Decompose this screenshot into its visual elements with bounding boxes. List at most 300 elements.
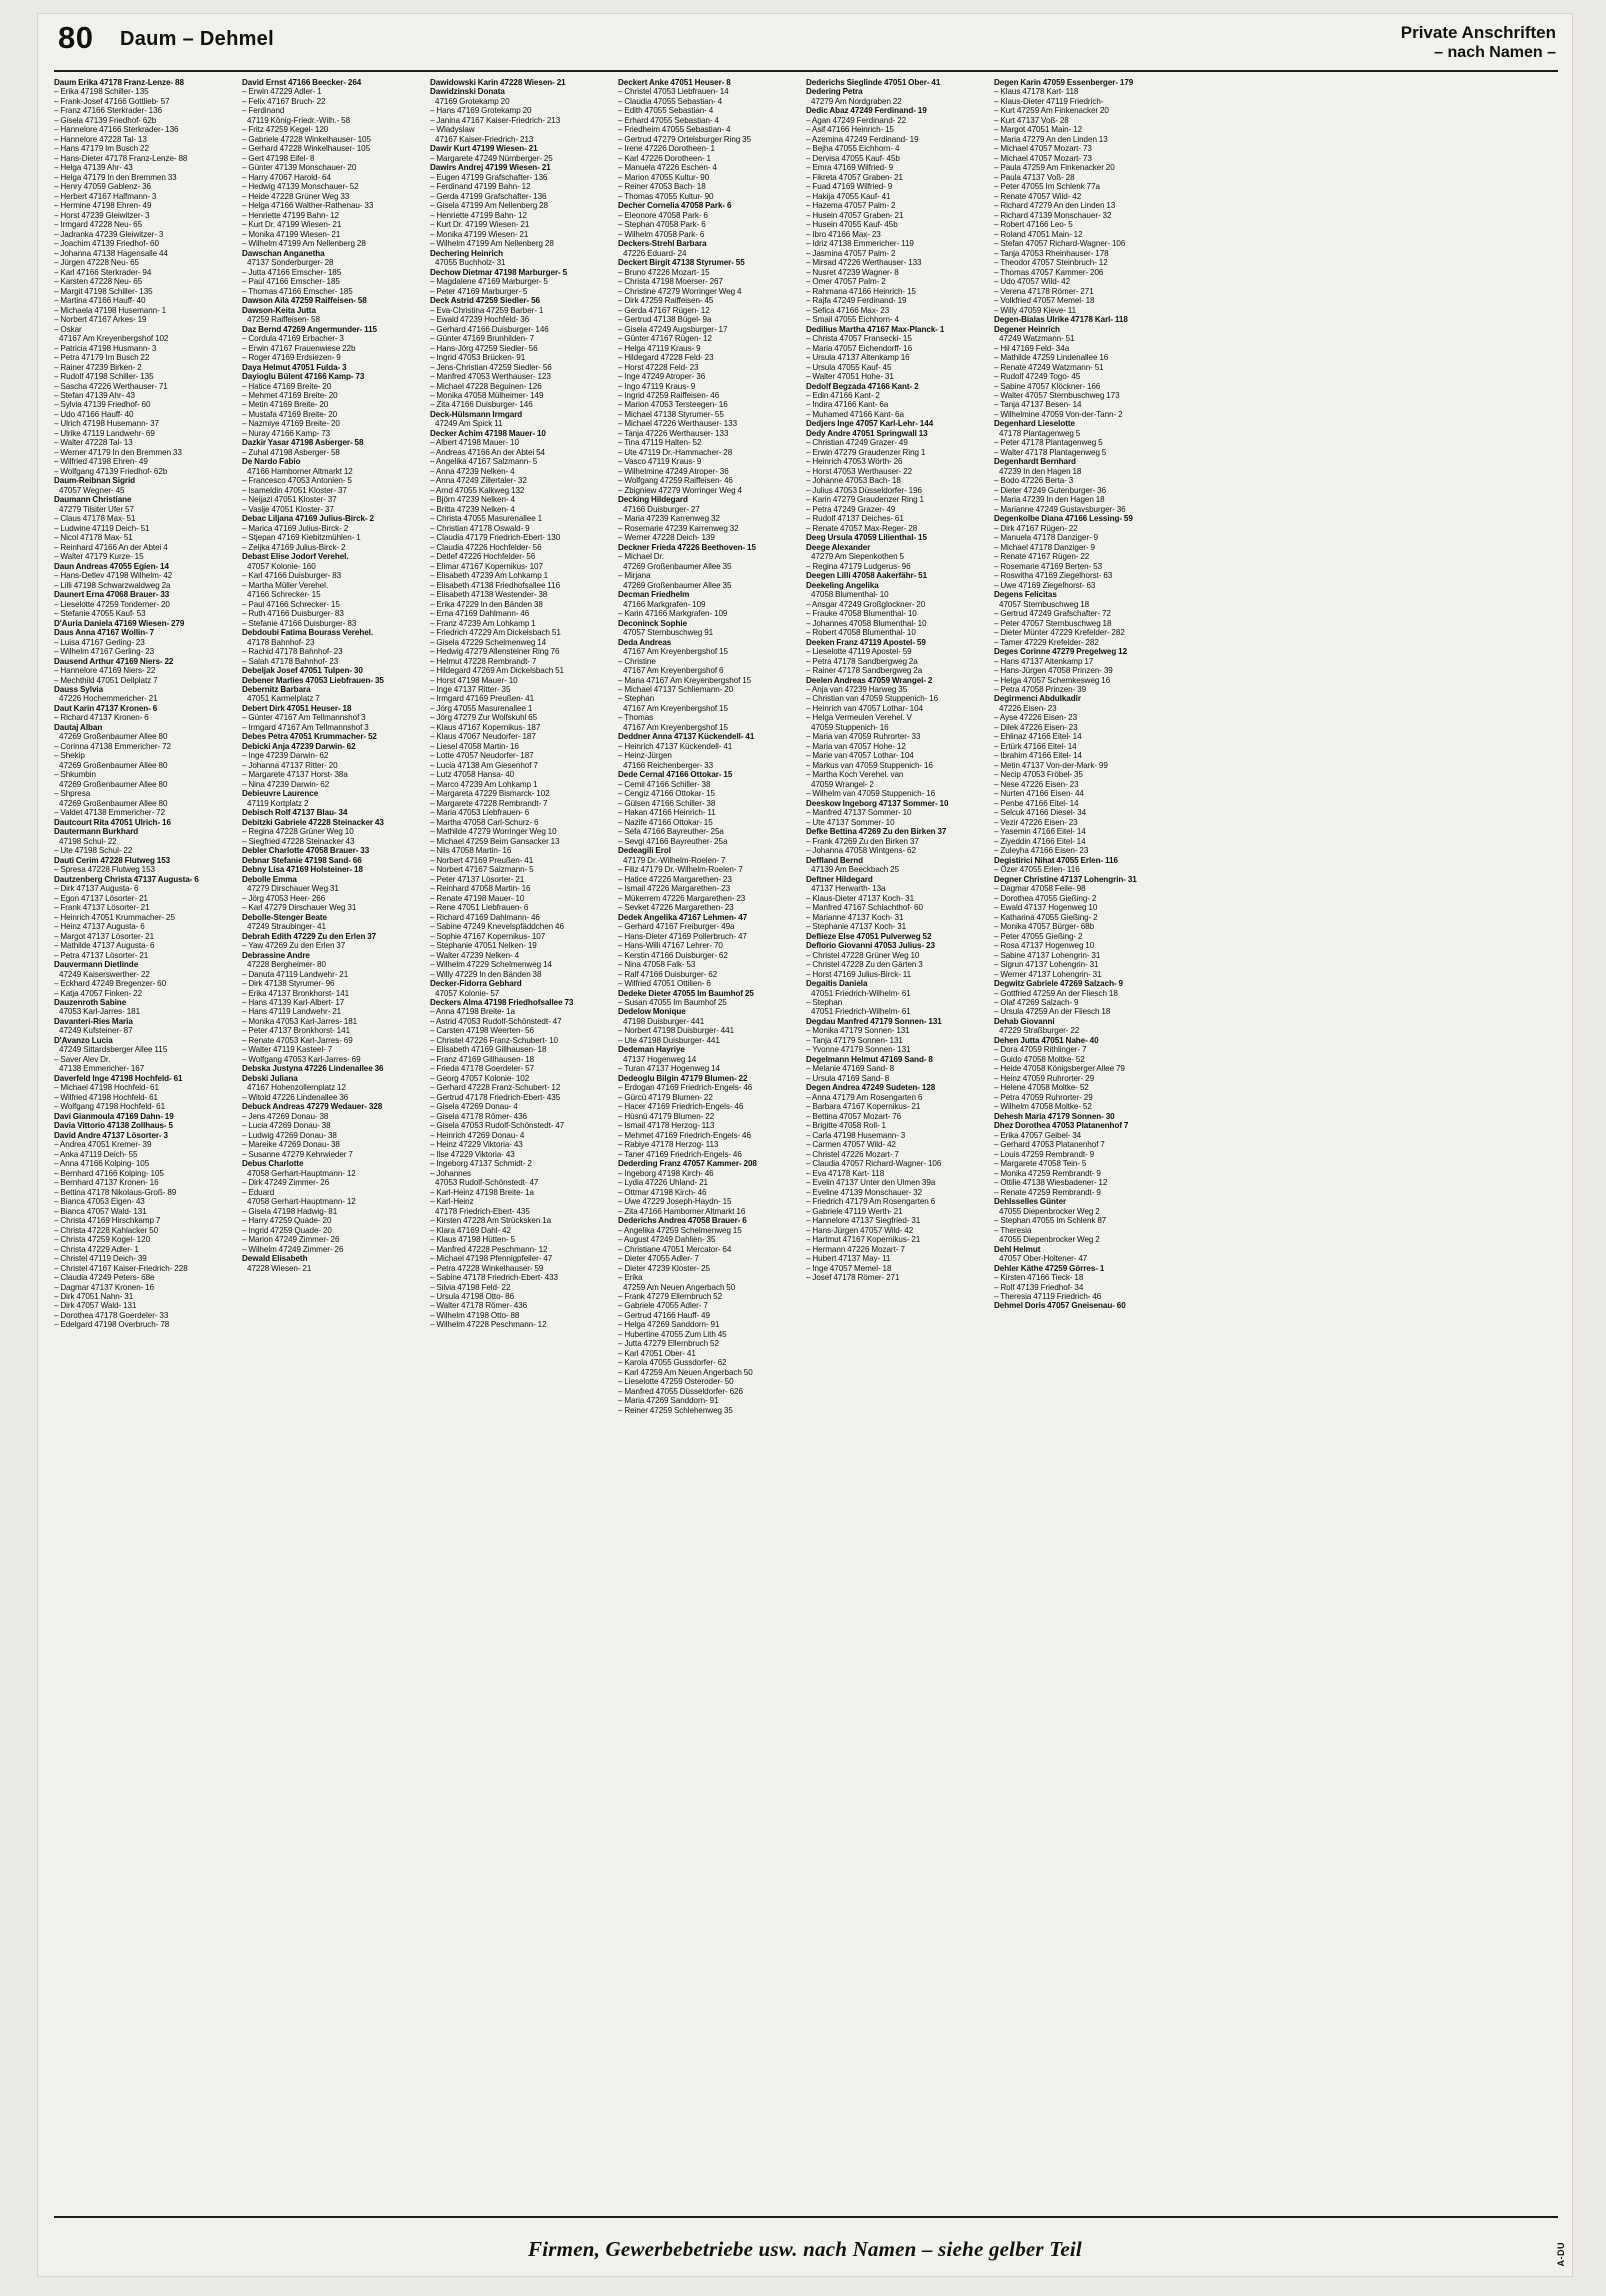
directory-entry: 47249 Kaiserswerther- 22 <box>59 969 150 979</box>
directory-entry: – Gerda 47167 Rügen- 12 <box>618 305 710 315</box>
directory-entry: – Hüsnü 47179 Blumen- 22 <box>618 1111 715 1121</box>
directory-entry: – Tanja 47226 Werthauser- 133 <box>618 428 729 438</box>
directory-entry-name: Dawson Aila 47259 Raiffeisen- 58 <box>242 296 367 306</box>
directory-entry: – Marion 47055 Kultur- 90 <box>618 172 710 182</box>
directory-entry: – Dirk 47057 Wald- 131 <box>54 1301 137 1311</box>
directory-entry: – Robert 47058 Blumenthal- 10 <box>806 628 916 638</box>
directory-entry: – Michael 47138 Styrumer- 55 <box>618 409 724 419</box>
directory-entry: – Wilhelm 47249 Zimmer- 26 <box>242 1244 344 1254</box>
directory-entry: – Susan 47055 Im Baumhof 25 <box>618 997 727 1007</box>
directory-entry: – Cordula 47169 Erbacher- 3 <box>242 334 344 344</box>
directory-entry: – Harry 47259 Quade- 20 <box>242 1216 332 1226</box>
directory-entry: – Wilhelm 47228 Peschmann- 12 <box>430 1320 547 1330</box>
directory-entry: – Gabriele 47228 Winkelhauser- 105 <box>242 134 371 144</box>
directory-entry: – Jasmina 47057 Palm- 2 <box>806 248 896 258</box>
directory-entry: – Stefan 47139 Ahr- 43 <box>54 390 135 400</box>
directory-entry: – Udo 47166 Hauff- 40 <box>54 409 134 419</box>
directory-entry-name: Dawirs Andrej 47199 Wiesen- 21 <box>430 163 551 173</box>
directory-entry: – Claudia 47249 Peters- 68e <box>54 1273 155 1283</box>
directory-entry: – Barbara 47167 Kopernikus- 21 <box>806 1102 921 1112</box>
directory-entry-name: Deflieze Else 47051 Pulverweg 52 <box>806 931 932 941</box>
directory-entry: – Karin 47279 Graudenzer Ring 1 <box>806 495 924 505</box>
directory-entry: – Friedheim 47055 Sebastian- 4 <box>618 125 731 135</box>
directory-entry: – Theresia <box>994 1225 1032 1235</box>
directory-entry: – Yasemin 47166 Eitel- 14 <box>994 827 1086 837</box>
directory-entry: – Magdalene 47169 Marburger- 5 <box>430 277 548 287</box>
directory-entry: – Harry 47067 Harold- 64 <box>242 172 331 182</box>
directory-entry-name: Debert Dirk 47051 Heuser- 18 <box>242 703 352 713</box>
directory-entry: – Gerhard 47167 Freiburger- 49a <box>618 922 735 932</box>
directory-entry-name: Debuck Andreas 47279 Wedauer- 328 <box>242 1102 383 1112</box>
header-section-label <box>1401 22 1556 63</box>
directory-entry-name: Debac Liljana 47169 Julius-Birck- 2 <box>242 514 375 524</box>
directory-entry-name: Debener Marlies 47053 Liebfrauen- 35 <box>242 675 384 685</box>
directory-entry-name: Davanteri-Ries Maria <box>54 1016 133 1026</box>
directory-entry: – Gisela 47198 Hadwig- 81 <box>242 1206 338 1216</box>
directory-entry: – Gert 47198 Eifel- 8 <box>242 153 315 163</box>
directory-entry: – Henriette 47199 Bahn- 12 <box>242 210 339 220</box>
directory-entry: – Gerhard 47228 Winkelhauser- 105 <box>242 144 371 154</box>
directory-entry: – Danuta 47119 Landwehr- 21 <box>242 969 349 979</box>
directory-entry: – Eckhard 47249 Bregenzer- 60 <box>54 979 167 989</box>
directory-entry: – Hannelore 47137 Siegfried- 31 <box>806 1216 921 1226</box>
directory-entry-name: Dehen Jutta 47051 Nahe- 40 <box>994 1035 1099 1045</box>
directory-entry-name: Debolle Emma <box>242 874 297 884</box>
directory-entry: – Zbigniew 47279 Worringer Weg 4 <box>618 485 742 495</box>
directory-entry: – Rudolf 47198 Schiller- 135 <box>54 372 154 382</box>
directory-entry: – Ursula 47169 Sand- 8 <box>806 1073 890 1083</box>
header-section-line1: Private Anschriften <box>1400 23 1556 42</box>
directory-entry: – Petra 47178 Sandbergweg 2a <box>806 656 918 666</box>
directory-entry: – Zeljka 47169 Julius-Birck- 2 <box>242 542 346 552</box>
directory-entry: – Lotte 47057 Neudorfer- 187 <box>430 751 534 761</box>
directory-entry: – Zuhal 47198 Asberger- 58 <box>242 447 340 457</box>
directory-entry: – Günter 47139 Monschauer- 20 <box>242 163 357 173</box>
directory-entry: 47167 Am Kreyenbergshof 102 <box>59 334 169 344</box>
directory-entry: – Wilhelm 47199 Am Nellenberg 28 <box>242 239 366 249</box>
directory-entry: – Hildegard 47269 Am Dickelsbach 51 <box>430 666 564 676</box>
directory-entry: 47137 Hogenweg 14 <box>623 1054 697 1064</box>
directory-entry-name: Dawschan Anganetha <box>242 248 325 258</box>
directory-entry: – Klaus 47167 Kopernikus- 187 <box>430 722 541 732</box>
directory-entry: – Wilhelm 47199 Am Nellenberg 28 <box>430 239 554 249</box>
directory-entry-name: Degen Andrea 47249 Sudeten- 128 <box>806 1083 936 1093</box>
directory-entry: – Markus van 47059 Stuppenich- 16 <box>806 760 933 770</box>
directory-entry: – Bernhard 47166 Kolping- 105 <box>54 1168 164 1178</box>
directory-entry: – Renate 47053 Karl-Jarres- 69 <box>242 1035 353 1045</box>
directory-entry: – Martina 47166 Hauff- 40 <box>54 296 146 306</box>
directory-entry: – Petra 47179 Im Busch 22 <box>54 353 150 363</box>
directory-entry: – Neijazi 47051 Kloster- 37 <box>242 495 337 505</box>
directory-entry: – Fikreta 47057 Graben- 21 <box>806 172 903 182</box>
directory-entry: – Rosa 47137 Hogenweg 10 <box>994 941 1095 951</box>
directory-entry-name: Defke Bettina 47269 Zu den Birken 37 <box>806 827 947 837</box>
directory-entry: – Necip 47053 Fröbel- 35 <box>994 770 1083 780</box>
directory-entry: – Mirjana <box>618 571 651 581</box>
directory-entry: – Reinhard 47058 Martin- 16 <box>430 884 531 894</box>
directory-entry: – Dilek 47226 Eisen- 23 <box>994 722 1078 732</box>
directory-entry: – Hannelore 47228 Tal- 13 <box>54 134 147 144</box>
directory-entry: – Peter 47178 Plantagenweg 5 <box>994 438 1103 448</box>
directory-entry: 47058 Gerhart-Hauptmann- 12 <box>247 1197 356 1207</box>
directory-entry: – Roland 47051 Main- 12 <box>994 229 1083 239</box>
directory-entry-name: Degenhard Lieselotte <box>994 419 1076 429</box>
directory-entry: 47179 Dr.-Wilhelm-Roelen- 7 <box>623 855 726 865</box>
directory-entry: – Bernhard 47137 Kronen- 16 <box>54 1178 159 1188</box>
directory-entry: – Monika 47179 Sonnen- 131 <box>806 1026 910 1036</box>
directory-entry: – Bettina 47178 Nikolaus-Groß- 89 <box>54 1187 177 1197</box>
directory-entry: – Sabine 47057 Klöckner- 166 <box>994 381 1101 391</box>
directory-entry: – Peter 47057 Sternbuschweg 18 <box>994 618 1112 628</box>
page-sheet <box>38 14 1572 2276</box>
directory-entry: – Mehmet 47169 Friedrich-Engels- 46 <box>618 1130 751 1140</box>
directory-entry: – Ute 47137 Sommer- 10 <box>806 817 895 827</box>
directory-entry: – Gabriele 47119 Werth- 21 <box>806 1206 903 1216</box>
directory-entry: – Hans 47119 Landwehr- 21 <box>242 1007 342 1017</box>
directory-entry: – Henriette 47199 Bahn- 12 <box>430 210 527 220</box>
directory-entry: – Robert 47166 Leo- 5 <box>994 220 1073 230</box>
directory-entry: 47249 Kufsteiner- 87 <box>59 1026 133 1036</box>
directory-entry: – Ingeborg 47198 Kirch- 46 <box>618 1168 714 1178</box>
directory-entry: – Sabine 47178 Friedrich-Ebert- 433 <box>430 1273 558 1283</box>
directory-entry: – Shkumbin <box>54 770 96 780</box>
directory-entry-name: Deckers-Strehl Barbara <box>618 239 707 249</box>
directory-entry-name: Daz Bernd 47269 Angermunder- 115 <box>242 324 377 334</box>
directory-entry: – Karl-Heinz <box>430 1197 474 1207</box>
header-divider <box>54 70 1558 72</box>
directory-entry-name: Degenhardt Bernhard <box>994 457 1076 467</box>
directory-entry: – Heide 47058 Königsberger Allee 79 <box>994 1064 1125 1074</box>
directory-entry: – Irmgard 47167 Am Tellmannshof 3 <box>242 722 369 732</box>
directory-entry: – Christa 47198 Moerser- 267 <box>618 277 723 287</box>
directory-entry: – Johanna 47058 Wintgens- 62 <box>806 846 916 856</box>
directory-entry: – Ute 47198 Schul- 22 <box>54 846 133 856</box>
directory-entry: – Stephan <box>806 997 843 1007</box>
directory-entry: – Regina 47179 Ludgerus- 96 <box>806 561 911 571</box>
directory-entry: 47057 Sternbuschweg 91 <box>623 628 714 638</box>
directory-entry: – Michael Dr. <box>618 552 664 562</box>
directory-entry: – Thomas 47057 Kammer- 206 <box>994 267 1104 277</box>
directory-entry: – Christa 47259 Kogel- 120 <box>54 1235 151 1245</box>
directory-entry-name: Daut Karin 47137 Kronen- 6 <box>54 703 158 713</box>
directory-entry: – Frieda 47178 Goerdeler- 57 <box>430 1064 535 1074</box>
directory-entry: – Taner 47169 Friedrich-Engels- 46 <box>618 1149 742 1159</box>
directory-entry-name: Deeskow Ingeborg 47137 Sommer- 10 <box>806 798 949 808</box>
directory-entry: – Gerhard 47228 Franz-Schubert- 12 <box>430 1083 561 1093</box>
directory-entry-name: Dedjers Inge 47057 Karl-Lehr- 144 <box>806 419 934 429</box>
directory-entry-name: Debska Justyna 47226 Lindenallee 36 <box>242 1064 384 1074</box>
directory-entry: – Erika <box>618 1273 643 1283</box>
directory-entry-name: Debnar Stefanie 47198 Sand- 66 <box>242 855 362 865</box>
directory-entry: – Marion 47249 Zimmer- 26 <box>242 1235 340 1245</box>
directory-entry-name: Dawir Kurt 47199 Wiesen- 21 <box>430 144 538 154</box>
directory-entry: – Edelgard 47198 Overbruch- 78 <box>54 1320 170 1330</box>
directory-entry: – Manfred 47053 Werthauser- 123 <box>430 372 551 382</box>
directory-entry: – Rolf 47139 Friedhof- 34 <box>994 1282 1084 1292</box>
directory-entry-name: Deeg Ursula 47059 Lilienthal- 15 <box>806 533 927 543</box>
directory-column <box>54 78 242 2210</box>
directory-entry: – Mustafa 47169 Breite- 20 <box>242 409 338 419</box>
directory-entry: – Gisela 47249 Augsburger- 17 <box>618 324 728 334</box>
directory-entry: – Ute 47198 Duisburger- 441 <box>618 1035 720 1045</box>
directory-entry: – Hatice 47169 Breite- 20 <box>242 381 332 391</box>
directory-entry: 47051 Friedrich-Wilhelm- 61 <box>811 1007 911 1017</box>
directory-entry: – Sefica 47166 Max- 23 <box>806 305 890 315</box>
directory-entry: – Martha 47058 Carl-Schurz- 6 <box>430 817 539 827</box>
directory-entry: – Eleonore 47058 Park- 6 <box>618 210 708 220</box>
directory-entry: – Walter 47057 Sternbuschweg 173 <box>994 390 1120 400</box>
directory-entry: 47279 Am Siepenkothen 5 <box>811 552 904 562</box>
directory-entry-name: Dazkir Yasar 47198 Asberger- 58 <box>242 438 364 448</box>
directory-entry: – Renate 47057 Wild- 42 <box>994 191 1082 201</box>
directory-entry: – Andrea 47051 Kremer- 39 <box>54 1140 152 1150</box>
directory-entry: 47228 Bergheimer- 80 <box>247 960 326 970</box>
directory-entry: – Erwin 47167 Frauenwiese 22b <box>242 343 356 353</box>
directory-entry: – Hedwig 47139 Monschauer- 52 <box>242 182 359 192</box>
directory-entry-name: Debler Charlotte 47058 Brauer- 33 <box>242 846 370 856</box>
directory-entry: 47269 Großenbaumer Allee 35 <box>623 561 732 571</box>
directory-entry-name: Debieuvre Laurence <box>242 789 319 799</box>
directory-entry: – Günter 47167 Rügen- 12 <box>618 334 712 344</box>
directory-entry-name: Davi Gianmoula 47169 Dahn- 19 <box>54 1111 174 1121</box>
directory-entry-name: Degistirici Nihat 47055 Erlen- 116 <box>994 855 1118 865</box>
directory-entry: – Wolfgang 47259 Raiffeisen- 46 <box>618 476 733 486</box>
directory-entry: – Bianca 47057 Wald- 131 <box>54 1206 147 1216</box>
directory-entry: – Reiner 47259 Schlehenweg 35 <box>618 1405 733 1415</box>
directory-entry: – Spresa 47228 Flutweg 153 <box>54 865 155 875</box>
directory-entry: – Carla 47198 Husemann- 3 <box>806 1130 906 1140</box>
directory-entry: – Sabine 47137 Lohengrin- 31 <box>994 950 1101 960</box>
directory-entry: – Metin 47137 Von-der-Mark- 99 <box>994 760 1108 770</box>
directory-entry-name: Dauss Sylvia <box>54 685 104 694</box>
directory-entry: – Hil 47169 Feld- 34a <box>994 343 1070 353</box>
directory-entry: – Claus 47178 Max- 51 <box>54 514 136 524</box>
directory-entry: – Rajfa 47249 Ferdinand- 19 <box>806 296 907 306</box>
directory-entry: – Ziyeddin 47166 Eitel- 14 <box>994 836 1086 846</box>
directory-entry-name: Deges Corinne 47279 Pregelweg 12 <box>994 647 1128 657</box>
directory-entry: – Ursula 47055 Kauf- 45 <box>806 362 892 372</box>
directory-entry: – Dieter 47055 Adler- 7 <box>618 1254 699 1264</box>
directory-entry-name: Dehmel Doris 47057 Gneisenau- 60 <box>994 1301 1126 1311</box>
directory-entry: – Dirk 47167 Rügen- 22 <box>994 523 1078 533</box>
directory-entry: – Anna 47239 Nelken- 4 <box>430 466 515 476</box>
directory-entry: 47239 In den Hagen 18 <box>999 466 1082 476</box>
directory-entry: – Tanja 47179 Sonnen- 131 <box>806 1035 903 1045</box>
directory-entry: – Hans 47137 Altenkamp 17 <box>994 656 1094 666</box>
directory-entry: – Gisela 47199 Am Nellenberg 28 <box>430 201 548 211</box>
directory-entry: – Fuad 47169 Wilfried- 9 <box>806 182 893 192</box>
directory-entry-name: Debski Juliana <box>242 1073 298 1083</box>
directory-entry: – Hans-Jürgen 47057 Wild- 42 <box>806 1225 914 1235</box>
directory-entry: – Jörg 47279 Zur Wolfskuhl 65 <box>430 713 538 723</box>
directory-entry: 47249 Straubinger- 41 <box>247 922 326 932</box>
directory-entry: – Petra 47058 Prinzen- 39 <box>994 685 1087 694</box>
directory-entry-name: Dautzenberg Christa 47137 Augusta- 6 <box>54 874 199 884</box>
directory-entry-name: Deflorio Giovanni 47053 Julius- 23 <box>806 941 935 951</box>
directory-entry: 47269 Großenbaumer Allee 80 <box>59 732 168 742</box>
directory-entry-name: Decker Achim 47198 Mauer- 10 <box>430 428 546 438</box>
directory-entry: – Peter 47169 Marburger- 5 <box>430 286 528 296</box>
directory-entry: – Helga 47179 In den Bremmen 33 <box>54 172 177 182</box>
directory-entry: – Gertrud 47138 Bügel- 9a <box>618 315 712 325</box>
directory-entry-name: Degaitis Daniela <box>806 979 868 989</box>
directory-entry: – Horst 47053 Werthauser- 22 <box>806 466 913 476</box>
directory-entry: – Christa 47229 Adler- 1 <box>54 1244 139 1254</box>
directory-entry: 47167 Kaiser-Friedrich- 213 <box>435 134 534 144</box>
directory-entry-name: Degner Christine 47137 Lohengrin- 31 <box>994 874 1137 884</box>
directory-entry: – Frank 47279 Ellernbruch 52 <box>618 1292 723 1301</box>
directory-entry: – Mathilde 47137 Augusta- 6 <box>54 941 155 951</box>
directory-entry: – Heinrich 47269 Donau- 4 <box>430 1130 525 1140</box>
directory-entry: – Margarete 47058 Tein- 5 <box>994 1159 1087 1169</box>
directory-entry: – Metin 47169 Breite- 20 <box>242 400 329 410</box>
directory-entry: – Wolfgang 47198 Hochfeld- 61 <box>54 1102 166 1112</box>
directory-entry: – Turan 47137 Hogenweg 14 <box>618 1064 720 1074</box>
directory-entry: – Marianne 47137 Koch- 31 <box>806 912 904 922</box>
directory-entry: – Wolfgang 47139 Friedhof- 62b <box>54 466 168 476</box>
directory-entry: 47249 Watzmann- 51 <box>999 334 1075 344</box>
directory-entry: – Dirk 47259 Raiffeisen- 45 <box>618 296 714 306</box>
directory-entry-name: Dederichs Sieglinde 47051 Ober- 41 <box>806 78 941 87</box>
directory-entry-name: Dehab Giovanni <box>994 1016 1055 1026</box>
directory-entry: – Hermann 47226 Mozart- 7 <box>806 1244 905 1254</box>
directory-entry: – Katharina 47055 Gießing- 2 <box>994 912 1098 922</box>
directory-entry: – Smail 47055 Eichhorn- 4 <box>806 315 899 325</box>
directory-entry: – Olaf 47269 Salzach- 9 <box>994 997 1079 1007</box>
directory-entry: – Gertrud 47249 Grafschafter- 72 <box>994 609 1111 619</box>
directory-entry: – Rudolf 47137 Deiches- 61 <box>806 514 904 524</box>
directory-entry-name: Davia Vittorio 47138 Zollhaus- 5 <box>54 1121 173 1131</box>
directory-entry: – Lucia 47138 Am Giesenhof 7 <box>430 760 538 770</box>
directory-entry: – Renate 47057 Max-Reger- 28 <box>806 523 918 533</box>
directory-entry: – Marianne 47249 Gustavsburger- 36 <box>994 504 1126 514</box>
directory-entry-name: Degen-Bialas Ulrike 47178 Karl- 118 <box>994 315 1128 325</box>
directory-entry: – Ilse 47229 Viktoria- 43 <box>430 1149 515 1159</box>
directory-entry: – Michael 47137 Schliemann- 20 <box>618 685 734 694</box>
directory-entry: – Heide 47228 Grüner Weg 33 <box>242 191 350 201</box>
directory-entry: – Peter 47137 Lösorter- 21 <box>430 874 525 884</box>
directory-entry: – Thomas <box>618 713 654 723</box>
directory-entry: – Christiane 47051 Mercator- 64 <box>618 1244 732 1254</box>
directory-entry: – Helga 47166 Walther-Rathenau- 33 <box>242 201 374 211</box>
directory-entry: – Ludwig 47269 Donau- 38 <box>242 1130 337 1140</box>
directory-entry: – Erhard 47055 Sebastian- 4 <box>618 115 719 125</box>
directory-entry: – Karl 47051 Ober- 41 <box>618 1348 696 1358</box>
directory-entry: – Dieter 47249 Gutenburger- 36 <box>994 485 1107 495</box>
page-header <box>58 20 1556 76</box>
directory-entry: – Kurt Dr. 47199 Wiesen- 21 <box>242 220 342 230</box>
directory-entry: – Gisela 47269 Donau- 4 <box>430 1102 518 1112</box>
directory-entry-name: Deddner Anna 47137 Kückendell- 41 <box>618 732 755 742</box>
directory-entry: – Helga 47057 Schemkesweg 16 <box>994 675 1111 685</box>
directory-entry-name: Debast Elise Jodorf Verehel. <box>242 552 349 562</box>
directory-entry: – Helga Vermeulen Verehel. V <box>806 713 912 723</box>
directory-entry: – Kurt 47259 Am Finkenacker 20 <box>994 106 1109 116</box>
directory-entry: – Ehlinaz 47166 Eitel- 14 <box>994 732 1082 742</box>
directory-entry-name: Deffland Bernd <box>806 855 864 865</box>
directory-entry: – Rachid 47178 Bahnhof- 23 <box>242 647 343 657</box>
directory-entry: – Margareta 47229 Bismarck- 102 <box>430 789 550 799</box>
directory-entry: – Margit 47198 Schiller- 135 <box>54 286 153 296</box>
directory-entry: – Ingrid 47053 Brücken- 91 <box>430 353 526 363</box>
directory-entry: – Michaela 47198 Husemann- 1 <box>54 305 167 315</box>
directory-entry: – Helene 47058 Moltke- 52 <box>994 1083 1089 1093</box>
directory-entry: – Marco 47239 Am Lohkamp 1 <box>430 779 538 789</box>
directory-entry-name: Dederding Franz 47057 Kammer- 208 <box>618 1159 757 1169</box>
directory-entry: – Marica 47169 Julius-Birck- 2 <box>242 523 349 533</box>
directory-entry: – Susanne 47279 Kehrwieder 7 <box>242 1149 353 1159</box>
directory-entry: – Witold 47226 Lindenallee 36 <box>242 1092 349 1102</box>
directory-entry: 47167 Am Kreyenbergshof 15 <box>623 722 728 732</box>
directory-entry-name: Debrassine Andre <box>242 950 310 960</box>
directory-entry: – Michael 47057 Mozart- 73 <box>994 144 1092 154</box>
directory-entry: – Marion 47053 Tersteegen- 16 <box>618 400 728 410</box>
directory-entry: – Gisela 47139 Friedhof- 62b <box>54 115 157 125</box>
directory-entry: – Peter 47055 Im Schlenk 77a <box>994 182 1100 192</box>
directory-entry-name: Degener Heinrich <box>994 324 1060 334</box>
directory-entry: – Hedwig 47279 Allensteiner Ring 76 <box>430 647 560 657</box>
directory-entry: 47139 Am Beeckbach 25 <box>811 865 900 875</box>
directory-entry: – Sefa 47166 Bayreuther- 25a <box>618 827 724 837</box>
directory-entry: – Stefanie 47055 Kauf- 53 <box>54 609 146 619</box>
directory-entry: – Christa 47057 Fransecki- 15 <box>806 334 912 344</box>
directory-entry: – Rene 47051 Liebfrauen- 6 <box>430 903 529 913</box>
directory-entry: – Christa 47228 Kahlacker 50 <box>54 1225 159 1235</box>
directory-entry: – Dieter 47239 Kloster- 25 <box>618 1263 710 1273</box>
directory-entry: – Wilfried 47198 Hochfeld- 61 <box>54 1092 158 1102</box>
directory-entry: – Hacer 47169 Friedrich-Engels- 46 <box>618 1102 744 1112</box>
directory-entry: – Jutta 47166 Emscher- 185 <box>242 267 342 277</box>
directory-entry: – Gülsen 47166 Schiller- 38 <box>618 798 716 808</box>
directory-entry: – Jens 47269 Donau- 38 <box>242 1111 329 1121</box>
directory-entry: – Frauke 47058 Blumenthal- 10 <box>806 609 917 619</box>
directory-entry: – Zita 47166 Hamborner Altmarkt 16 <box>618 1206 746 1216</box>
directory-entry-name: Deege Alexander <box>806 542 871 552</box>
directory-entry: – Dora 47059 Rithlinger- 7 <box>994 1045 1087 1055</box>
directory-entry-name: Decman Friedhelm <box>618 590 690 600</box>
directory-entry: – Anka 47119 Deich- 55 <box>54 1149 138 1159</box>
directory-entry: – Johannes <box>430 1168 472 1178</box>
directory-entry-name: Debolle-Stenger Beate <box>242 912 328 922</box>
directory-entry: – Brigitte 47058 Roll- 1 <box>806 1121 886 1131</box>
directory-entry-name: Dedy Andre 47051 Springwall 13 <box>806 428 928 438</box>
footer-divider <box>54 2216 1558 2218</box>
directory-entry: – Salah 47178 Bahnhof- 23 <box>242 656 339 666</box>
directory-entry: – Sabine 47249 Knevelspfäddchen 46 <box>430 922 564 932</box>
directory-entry: – Emra 47169 Wilfried- 9 <box>806 163 894 173</box>
directory-entry: – Maria 47269 Sanddorn- 91 <box>618 1396 719 1406</box>
directory-entry: – Anna 47179 Am Rosengarten 6 <box>806 1092 923 1102</box>
directory-entry: – Nusret 47239 Wagner- 8 <box>806 267 899 277</box>
directory-entry: – Gisela 47053 Rudolf-Schönstedt- 47 <box>430 1121 565 1131</box>
directory-entry: 47269 Großenbaumer Allee 80 <box>59 779 168 789</box>
directory-entry: – Elisabeth 47239 Am Lohkamp 1 <box>430 571 549 581</box>
directory-entry: – Albert 47198 Mauer- 10 <box>430 438 519 448</box>
directory-entry: – Hubert 47137 May- 11 <box>806 1254 891 1264</box>
directory-entry-name: Dedering Petra <box>806 87 863 97</box>
directory-entry: 47198 Duisburger- 441 <box>623 1016 705 1026</box>
directory-entry: – Anna 47198 Breite- 1a <box>430 1007 515 1017</box>
directory-entry-name: Dedek Angelika 47167 Lehmen- 47 <box>618 912 748 922</box>
directory-entry: – Heinz 47137 Augusta- 6 <box>54 922 145 932</box>
directory-entry: – Eva 47178 Kart- 118 <box>806 1168 885 1178</box>
directory-entry: – Renate 47259 Rembrandt- 9 <box>994 1187 1101 1197</box>
directory-entry: – Helga 47139 Ahr- 43 <box>54 163 133 173</box>
directory-entry: 47055 Diepenbrocker Weg 2 <box>999 1206 1100 1216</box>
directory-entry-name: Deelen Andreas 47059 Wrangel- 2 <box>806 675 933 685</box>
directory-entry: – Gertrud 47178 Friedrich-Ebert- 435 <box>430 1092 561 1102</box>
directory-entry: – Eduard <box>242 1187 275 1197</box>
